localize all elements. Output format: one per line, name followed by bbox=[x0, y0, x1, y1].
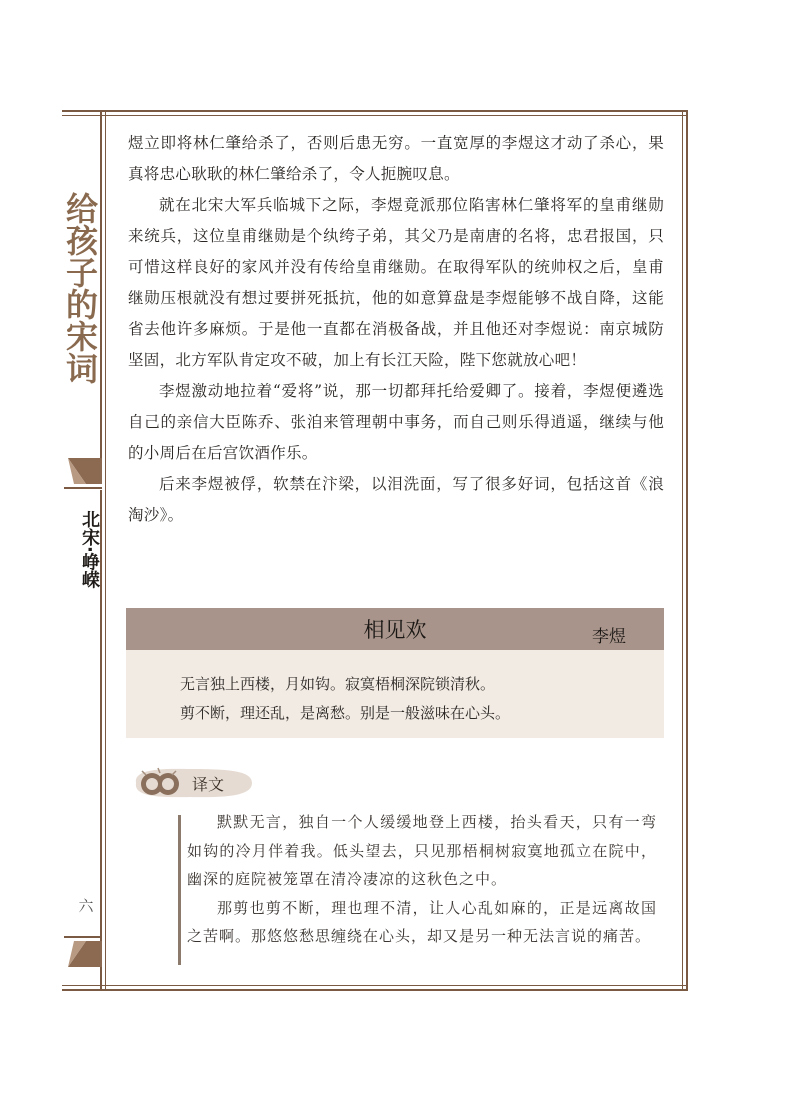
poem-body bbox=[126, 650, 664, 738]
paragraph: 后来李煜被俘，软禁在汴梁，以泪洗面，写了很多好词，包括这首《浪淘沙》。 bbox=[128, 475, 664, 524]
frame-bottom-border bbox=[62, 985, 688, 991]
translation-divider bbox=[178, 815, 181, 965]
poem-author: 李煜 bbox=[592, 627, 626, 647]
frame-right-border bbox=[682, 110, 688, 991]
paragraph: 煜立即将林仁肇给杀了，否则后患无穷。一直宽厚的李煜这才动了杀心，果真将忠心耿耿的林仁肇给杀了，令人扼腕叹息。 bbox=[128, 134, 664, 183]
paragraph: 就在北宋大军兵临城下之际，李煜竟派那位陷害林仁肇将军的皇甫继勋来统兵，这位皇甫继勋是个纨绔子弟，其父乃是南唐的名将，忠君报国，只可惜这样良好的家风并没有传给皇甫继勋。在取得军队的统帅权之后，皇甫继勋压根就没有想过要拼死抵抗，他的如意算盘是李煜能够不战自降，这能省去他许多麻烦。于是他一直都在消极备战，并且他还对李煜说：南京城防坚固，北方军队肯定攻不破，加上有长江天险，陛下您就放心吧！ bbox=[128, 196, 664, 369]
main-text bbox=[128, 128, 664, 531]
translation-paragraph: 那剪也剪不断，理也理不清，让人心乱如麻的，正是远离故国之苦啊。那悠悠愁思缠绕在心头，却又是另一种无法言说的痛苦。 bbox=[187, 898, 657, 945]
book-title: 给孩子的宋词 bbox=[61, 192, 99, 384]
paragraph: 李煜激动地拉着“爱将”说，那一切都拜托给爱卿了。接着，李煜便遴选自己的亲信大臣陈乔、张洎来管理朝中事务，而自己则乐得逍遥，继续与他的小周后在后宫饮酒作乐。 bbox=[128, 382, 664, 462]
book-corner-tab-icon bbox=[64, 458, 102, 490]
book-corner-tab-icon bbox=[64, 935, 102, 967]
frame-top-border bbox=[62, 110, 688, 116]
poem-title: 相见欢 bbox=[363, 618, 427, 642]
translation-paragraph: 默默无言，独自一个人缓缓地登上西楼，抬头看天，只有一弯如钩的冷月伴着我。低头望去，只见那梧桐树寂寞地孤立在院中，幽深的庭院被笼罩在清冷凄凉的这秋色之中。 bbox=[187, 813, 657, 888]
poem-lines bbox=[180, 670, 510, 728]
poem-header bbox=[126, 608, 664, 650]
poem-line: 无言独上西楼，月如钩。寂寞梧桐深院锁清秋。 bbox=[180, 675, 496, 693]
poem-line: 剪不断，理还乱，是离愁。别是一般滋味在心头。 bbox=[180, 704, 511, 722]
translation-label: 译文 bbox=[192, 775, 225, 794]
page-number: 六 bbox=[78, 897, 94, 915]
section-label: 北宋·峥嵘 bbox=[79, 510, 100, 589]
translation-text bbox=[187, 808, 657, 951]
